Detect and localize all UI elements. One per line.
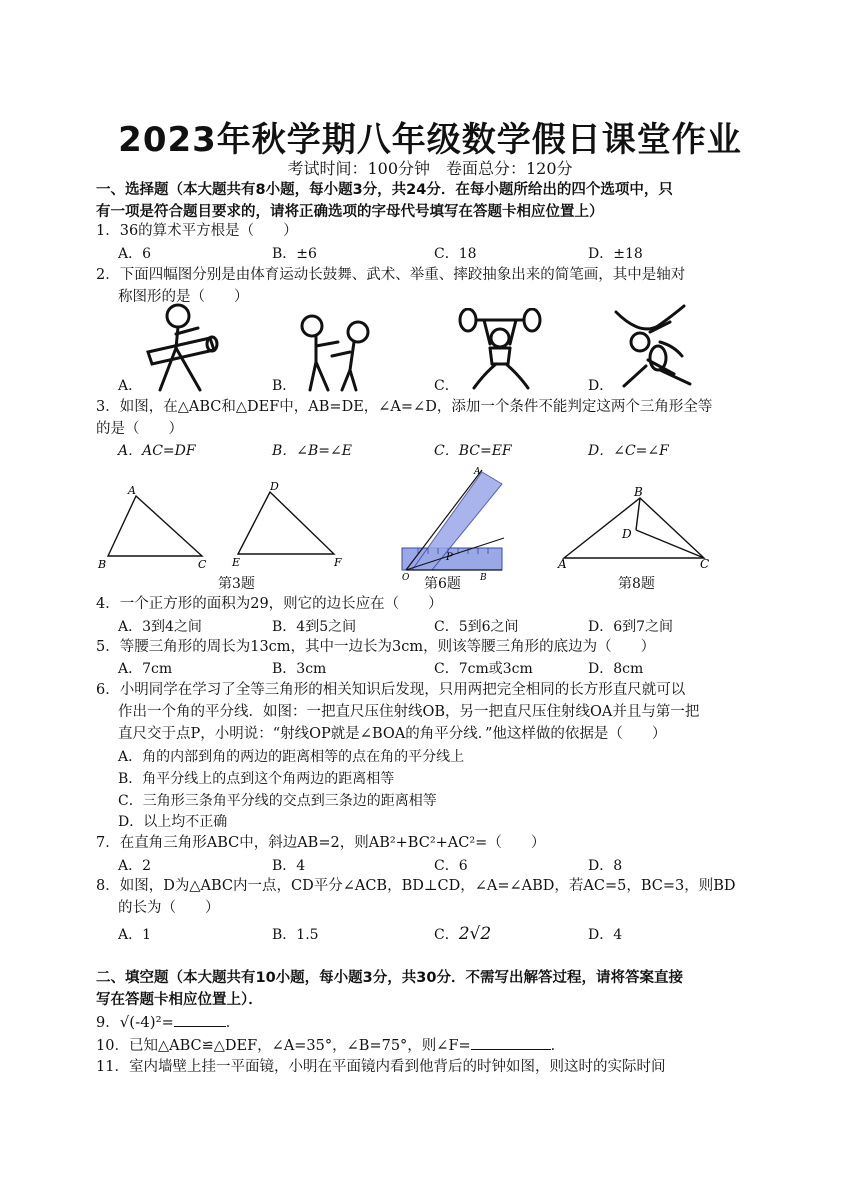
q7-option-a: A．2 (118, 858, 152, 874)
label-a: A (128, 484, 136, 497)
label-e: E (232, 556, 241, 569)
q11-text: 11．室内墙壁上挂一平面镜，小明在平面镜内看到他背后的时钟如图，则这时的实际时间 (96, 1059, 666, 1075)
q8-option-d: D．4 (588, 927, 623, 943)
q4-option-a: A．3到4之间 (118, 619, 202, 635)
q2-option-d: D． (588, 378, 614, 394)
q8-option-b: B．1.5 (272, 927, 319, 943)
section1-heading-1: 一、选择题（本大题共有8小题，每小题3分，共24分．在每小题所给出的四个选项中，只 (96, 182, 673, 198)
q3-option-c: C．BC=EF (434, 443, 512, 459)
label-d: D (622, 527, 632, 541)
q3-line2: 的是（ ） (96, 421, 183, 437)
label-c: C (700, 557, 710, 570)
stick-figure-b (298, 312, 388, 394)
label-f: F (334, 556, 342, 569)
q6-line1: 6．小明同学在学习了全等三角形的相关知识后发现，只用两把完全相同的长方形直尺就可以 (96, 682, 686, 698)
stick-figure-d (610, 302, 700, 392)
q7-option-d: D．8 (588, 858, 623, 874)
q4-text: 4．一个正方形的面积为29，则它的边长应在（ ） (96, 596, 443, 612)
caption-q3: 第3题 (218, 576, 255, 592)
q6-option-a: A．角的内部到角的两边的距离相等的点在角的平分线上 (118, 749, 465, 765)
q10-answer-blank[interactable] (471, 1035, 551, 1050)
q2-option-c: C． (434, 378, 459, 394)
q8-line1: 8．如图，D为△ABC内一点，CD平分∠ACB，BD⊥CD，∠A=∠ABD，若AC=5，BC=3，则BD (96, 878, 736, 894)
q6-option-c: C．三角形三条角平分线的交点到三条边的距离相等 (118, 793, 437, 809)
figure-two-rulers (398, 466, 508, 584)
page-title: 2023年秋学期八年级数学假日课堂作业 (118, 120, 742, 160)
q6-line3: 直尺交于点P，小明说：“射线OP就是∠BOA的角平分线．”他这样做的依据是（ ） (118, 726, 667, 742)
exam-info: 考试时间：100分钟 卷面总分：120分 (287, 159, 573, 178)
caption-q8: 第8题 (618, 576, 655, 592)
q7-option-c: C．6 (434, 858, 468, 874)
q3-option-d: D．∠C=∠F (588, 443, 669, 459)
q9-answer-blank[interactable] (174, 1012, 226, 1027)
q3-line1: 3．如图，在△ABC和△DEF中，AB=DE，∠A=∠D，添加一个条件不能判定这两个三角形全等 (96, 399, 713, 415)
q3-option-b: B．∠B=∠E (272, 443, 352, 459)
q5-option-a: A．7cm (118, 661, 173, 677)
q2-option-a: A． (118, 378, 143, 394)
label-d: D (270, 480, 279, 493)
q6-option-d: D．以上均不正确 (118, 814, 228, 830)
q5-option-c: C．7cm或3cm (434, 661, 533, 677)
q2-line2: 称图形的是（ ） (118, 289, 249, 305)
q1-text: 1．36的算术平方根是（ ） (96, 223, 298, 239)
q1-option-d: D．±18 (588, 246, 643, 262)
q4-option-b: B．4到5之间 (272, 619, 357, 635)
label-b: B (634, 485, 643, 499)
q5-option-d: D．8cm (588, 661, 644, 677)
label-p: P (446, 552, 453, 563)
q5-option-b: B．3cm (272, 661, 327, 677)
q9-text: 9．√(-4)²= ． (96, 1013, 241, 1031)
q3-option-a: A．AC=DF (118, 443, 196, 459)
q7-option-b: B．4 (272, 858, 306, 874)
q4-option-d: D．6到7之间 (588, 619, 674, 635)
stick-figure-a (140, 300, 230, 392)
q1-option-a: A．6 (118, 246, 152, 262)
label-c: C (198, 558, 207, 571)
q7-text: 7．在直角三角形ABC中，斜边AB=2，则AB²+BC²+AC²=（ ） (96, 835, 546, 851)
q4-option-c: C．5到6之间 (434, 619, 519, 635)
label-a: A (558, 557, 567, 570)
q1-option-b: B．±6 (272, 246, 317, 262)
section2-heading-2: 写在答题卡相应位置上）． (96, 992, 263, 1008)
q1-option-c: C．18 (434, 246, 477, 262)
label-b: B (98, 558, 107, 571)
q8-option-a: A．1 (118, 927, 152, 943)
q8-line2: 的长为（ ） (118, 900, 220, 916)
label-b: B (480, 573, 487, 583)
q6-line2: 作出一个角的平分线．如图：一把直尺压住射线OB，另一把直尺压住射线OA并且与第一把 (118, 704, 700, 720)
q5-text: 5．等腰三角形的周长为13cm，其中一边长为3cm，则该等腰三角形的底边为（ ） (96, 639, 656, 655)
q8-option-c: C．2√2 (434, 924, 492, 944)
label-a: A (474, 467, 481, 477)
section2-heading-1: 二、填空题（本大题共有10小题，每小题3分，共30分．不需写出解答过程，请将答案直接 (96, 970, 683, 986)
section1-heading-2: 有一项是符合题目要求的，请将正确选项的字母代号填写在答题卡相应位置上） (96, 204, 604, 220)
figure-triangle-abc (96, 480, 216, 572)
figure-triangle-def (228, 476, 358, 572)
q10-text: 10．已知△ABC≌△DEF，∠A=35°，∠B=75°，则∠F= ． (96, 1035, 565, 1057)
label-o: O (402, 573, 410, 583)
q6-option-b: B．角平分线上的点到这个角两边的距离相等 (118, 771, 395, 787)
q2-line1: 2．下面四幅图分别是由体育运动长鼓舞、武术、举重、摔跤抽象出来的简笔画，其中是轴对 (96, 267, 686, 283)
stick-figure-c (456, 308, 546, 394)
caption-q6: 第6题 (424, 576, 461, 592)
figure-triangle-abcd (556, 484, 716, 570)
q2-option-b: B． (272, 378, 297, 394)
